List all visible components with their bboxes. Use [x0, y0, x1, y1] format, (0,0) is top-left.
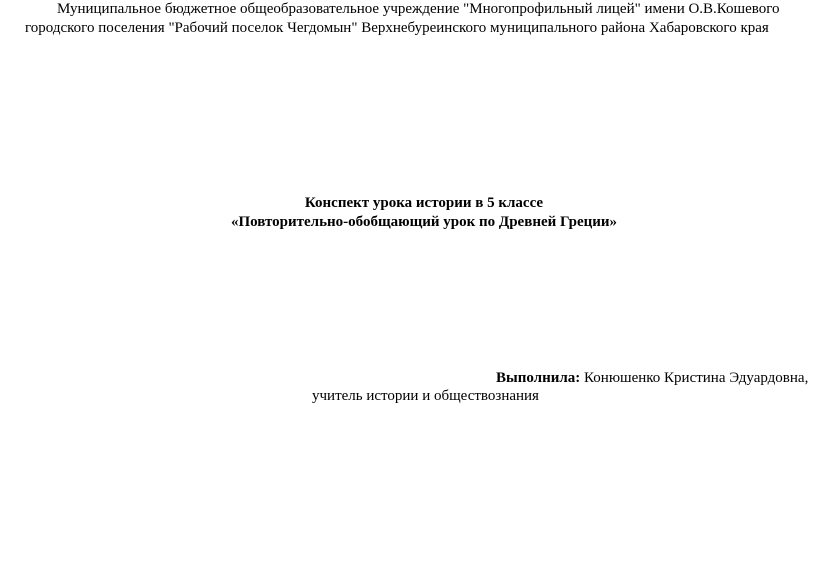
school-name-line-2: городского поселения "Рабочий поселок Чегдомын" Верхнебуреинского муниципального района Хабаровского края	[25, 20, 769, 36]
author-position: учитель истории и обществознания	[312, 388, 539, 404]
lesson-title-line-2: «Повторительно-обобщающий урок по Древней Греции»	[230, 214, 618, 230]
lesson-title	[0, 194, 816, 232]
author-line	[496, 369, 808, 388]
school-name-line-1: Муниципальное бюджетное общеобразовательное учреждение "Многопрофильный лицей" имени О.В.Кошевого	[57, 1, 780, 17]
lesson-title-line-1: Конспект урока истории в 5 классе	[304, 195, 544, 211]
author-name: Конюшенко Кристина Эдуардовна,	[580, 370, 809, 386]
author-label: Выполнила:	[496, 370, 581, 386]
